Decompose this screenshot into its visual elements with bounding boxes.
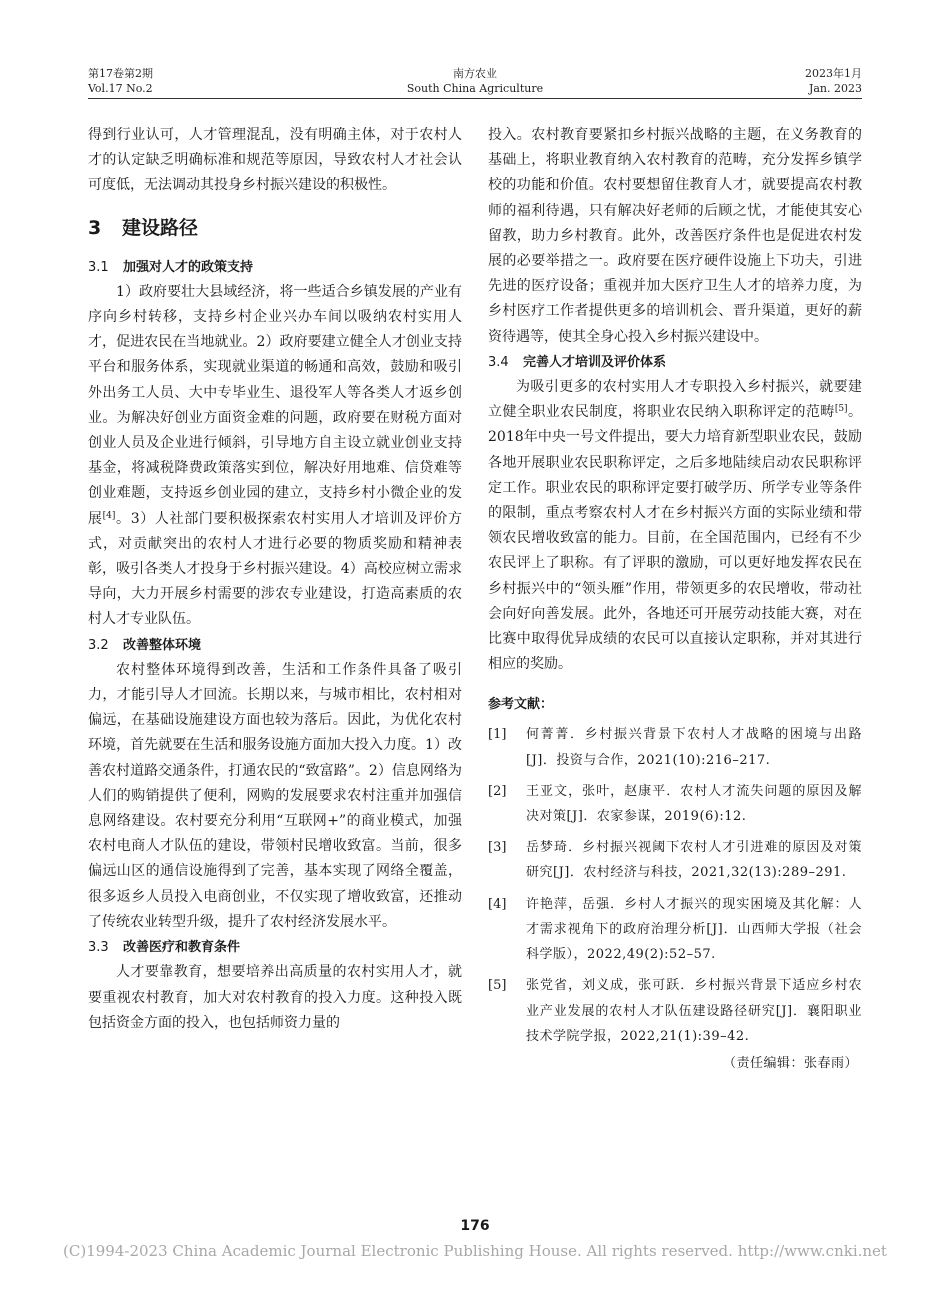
subsection-title: 改善医疗和教育条件 (123, 940, 241, 956)
running-header-date (805, 66, 862, 96)
subsection-number: 3.2 (88, 637, 109, 653)
right-column (488, 123, 862, 1075)
reference-item (488, 892, 862, 968)
section-number: 3 (88, 216, 102, 239)
section-3-heading (88, 214, 462, 242)
subsection-3-3-heading (88, 935, 462, 960)
reference-number: [2] (488, 783, 507, 799)
subsection-number: 3.3 (88, 940, 109, 956)
journal-name-en: South China Agriculture (406, 82, 544, 95)
reference-number: [5] (488, 978, 507, 994)
date-cn: 2023年1月 (805, 67, 862, 80)
reference-item (488, 722, 862, 772)
volume-cn: 第17卷第2期 (88, 67, 153, 80)
paragraph-3-3-continued: 投入。农村教育要紧扣乡村振兴战略的主题，在义务教育的基础上，将职业教育纳入农村教育的范畴，充分发挥乡镇学校的功能和价值。农村要想留住教育人才，就要提高农村教师的福利待遇，只有解决好老师的后顾之忧，才能使其安心留教，助力乡村教育。此外，改善医疗条件也是促进农村发展的必要举措之一。政府要在医疗硬件设施上下功夫，引进先进的医疗设备；重视并加大医疗卫生人才的培养力度，为乡村医疗工作者提供更多的培训机会、晋升渠道，更好的薪资待遇等，使其全身心投入乡村振兴建设中。 (488, 127, 862, 345)
reference-number: [1] (488, 727, 507, 743)
date-en: Jan. 2023 (808, 82, 862, 95)
subsection-3-2-heading (88, 633, 462, 658)
subsection-title: 完善人才培训及评价体系 (523, 354, 667, 370)
references-heading: 参考文献： (488, 697, 554, 713)
left-column (88, 123, 462, 1036)
responsible-editor: （责任编辑：张春雨） (722, 1055, 858, 1071)
subsection-number: 3.1 (88, 259, 109, 275)
paragraph-3-3: 人才要靠教育，想要培养出高质量的农村实用人才，就要重视农村教育，加大对农村教育的投入力度。这种投入既包括资金方面的投入，也包括师资力量的 (88, 964, 462, 1031)
subsection-3-1-heading (88, 255, 462, 280)
reference-text: 岳梦琦．乡村振兴视阈下农村人才引进难的原因及对策研究[J]．农村经济与科技，2021,32(13):289–291. (526, 840, 862, 881)
paragraph-3-2: 农村整体环境得到改善，生活和工作条件具备了吸引力，才能引导人才回流。长期以来，与城市相比，农村相对偏远，在基础设施建设方面也较为落后。因此，为优化农村环境，首先就要在生活和服务设施方面加大投入力度。1）改善农村道路交通条件，打通农民的“致富路”。2）信息网络为人们的购销提供了便利，网购的发展要求农村注重并加强信息网络建设。农村要充分利用“互联网+”的商业模式，加强农村电商人才队伍的建设，带领村民增收致富。当前，很多偏远山区的通信设施得到了完善，基本实现了网络全覆盖，很多返乡人员投入电商创业，不仅实现了增收致富，还推动了传统农业转型升级，提升了农村经济发展水平。 (88, 661, 462, 930)
paragraph-text: 。3）人社部门要积极探索农村实用人才培训及评价方式，对贡献突出的农村人才进行必要的物质奖励和精神表彰，吸引各类人才投身于乡村振兴建设。4）高校应树立需求导向，大力开展乡村需要的涉农专业建设，打造高素质的农村人才专业队伍。 (88, 510, 463, 628)
copyright-watermark: (C)1994-2023 China Academic Journal Electronic Publishing House. All rights reserved. http://www.cnki.net (63, 1242, 887, 1260)
reference-item (488, 779, 862, 829)
paragraph-3-4 (488, 375, 862, 677)
subsection-title: 加强对人才的政策支持 (123, 259, 254, 275)
citation-4: [4] (102, 510, 116, 521)
reference-number: [4] (488, 896, 507, 912)
intro-paragraph: 得到行业认可，人才管理混乱，没有明确主体，对于农村人才的认定缺乏明确标准和规范等原因，导致农村人才社会认可度低，无法调动其投身乡村振兴建设的积极性。 (88, 127, 462, 194)
paragraph-text: 。2018年中央一号文件提出，要大力培育新型职业农民，鼓励各地开展职业农民职称评定，之后多地陆续启动农民职称评定工作。职业农民的职称评定要打破学历、所学专业等条件的限制，重点考察农村人才在乡村振兴方面的实际业绩和带领农民增收致富的能力。目前，在全国范围内，已经有不少农民评上了职称。有了评职的激励，可以更好地发挥农民在乡村振兴中的“领头雁”作用，带领更多的农民增收，带动社会向好向善发展。此外，各地还可开展劳动技能大赛，对在比赛中取得优异成绩的农民可以直接认定职称，并对其进行相应的奖励。 (488, 404, 863, 673)
volume-en: Vol.17 No.2 (88, 82, 153, 95)
reference-item (488, 973, 862, 1049)
reference-text: 王亚文，张叶，赵康平．农村人才流失问题的原因及解决对策[J]．农家参谋，2019(6):12. (526, 783, 862, 825)
reference-text: 许艳萍，岳强．乡村人才振兴的现实困境及其化解：人才需求视角下的政府治理分析[J]．山西师大学报（社会科学版），2022,49(2):52–57. (526, 896, 862, 963)
section-title: 建设路径 (122, 216, 199, 239)
subsection-3-4-heading (488, 350, 862, 375)
journal-name-cn: 南方农业 (453, 67, 497, 80)
subsection-number: 3.4 (488, 354, 509, 370)
reference-text: 张党省，刘义成，张可跃．乡村振兴背景下适应乡村农业产业发展的农村人才队伍建设路径研究[J]．襄阳职业技术学院学报，2022,21(1):39–42. (526, 978, 862, 1044)
paragraph-3-1 (88, 280, 462, 633)
reference-text: 何菁菁．乡村振兴背景下农村人才战略的困境与出路[J]．投资与合作，2021(10):216–217. (526, 727, 862, 768)
reference-item (488, 835, 862, 885)
paragraph-text: 为吸引更多的农村实用人才专职投入乡村振兴，就要建立健全职业农民制度，将职业农民纳入职称评定的范畴 (488, 379, 862, 421)
header-rule (88, 98, 862, 99)
paragraph-text: 1）政府要壮大县域经济，将一些适合乡镇发展的产业有序向乡村转移，支持乡村企业兴办车间以吸纳农村实用人才，促进农民在当地就业。2）政府要建立健全人才创业支持平台和服务体系，实现就业渠道的畅通和高效，鼓励和吸引外出务工人员、大中专毕业生、退役军人等各类人才返乡创业。为解决好创业方面资金难的问题，政府要在财税方面对创业人员及企业进行倾斜，引导地方自主设立就业创业支持基金，将减税降费政策落实到位，解决好用地难、信贷难等创业难题，支持返乡创业园的建立，支持乡村小微企业的发展 (88, 283, 462, 527)
citation-5: [5] (834, 404, 848, 415)
subsection-title: 改善整体环境 (123, 637, 202, 653)
reference-number: [3] (488, 840, 507, 856)
page-number: 176 (460, 1218, 490, 1234)
